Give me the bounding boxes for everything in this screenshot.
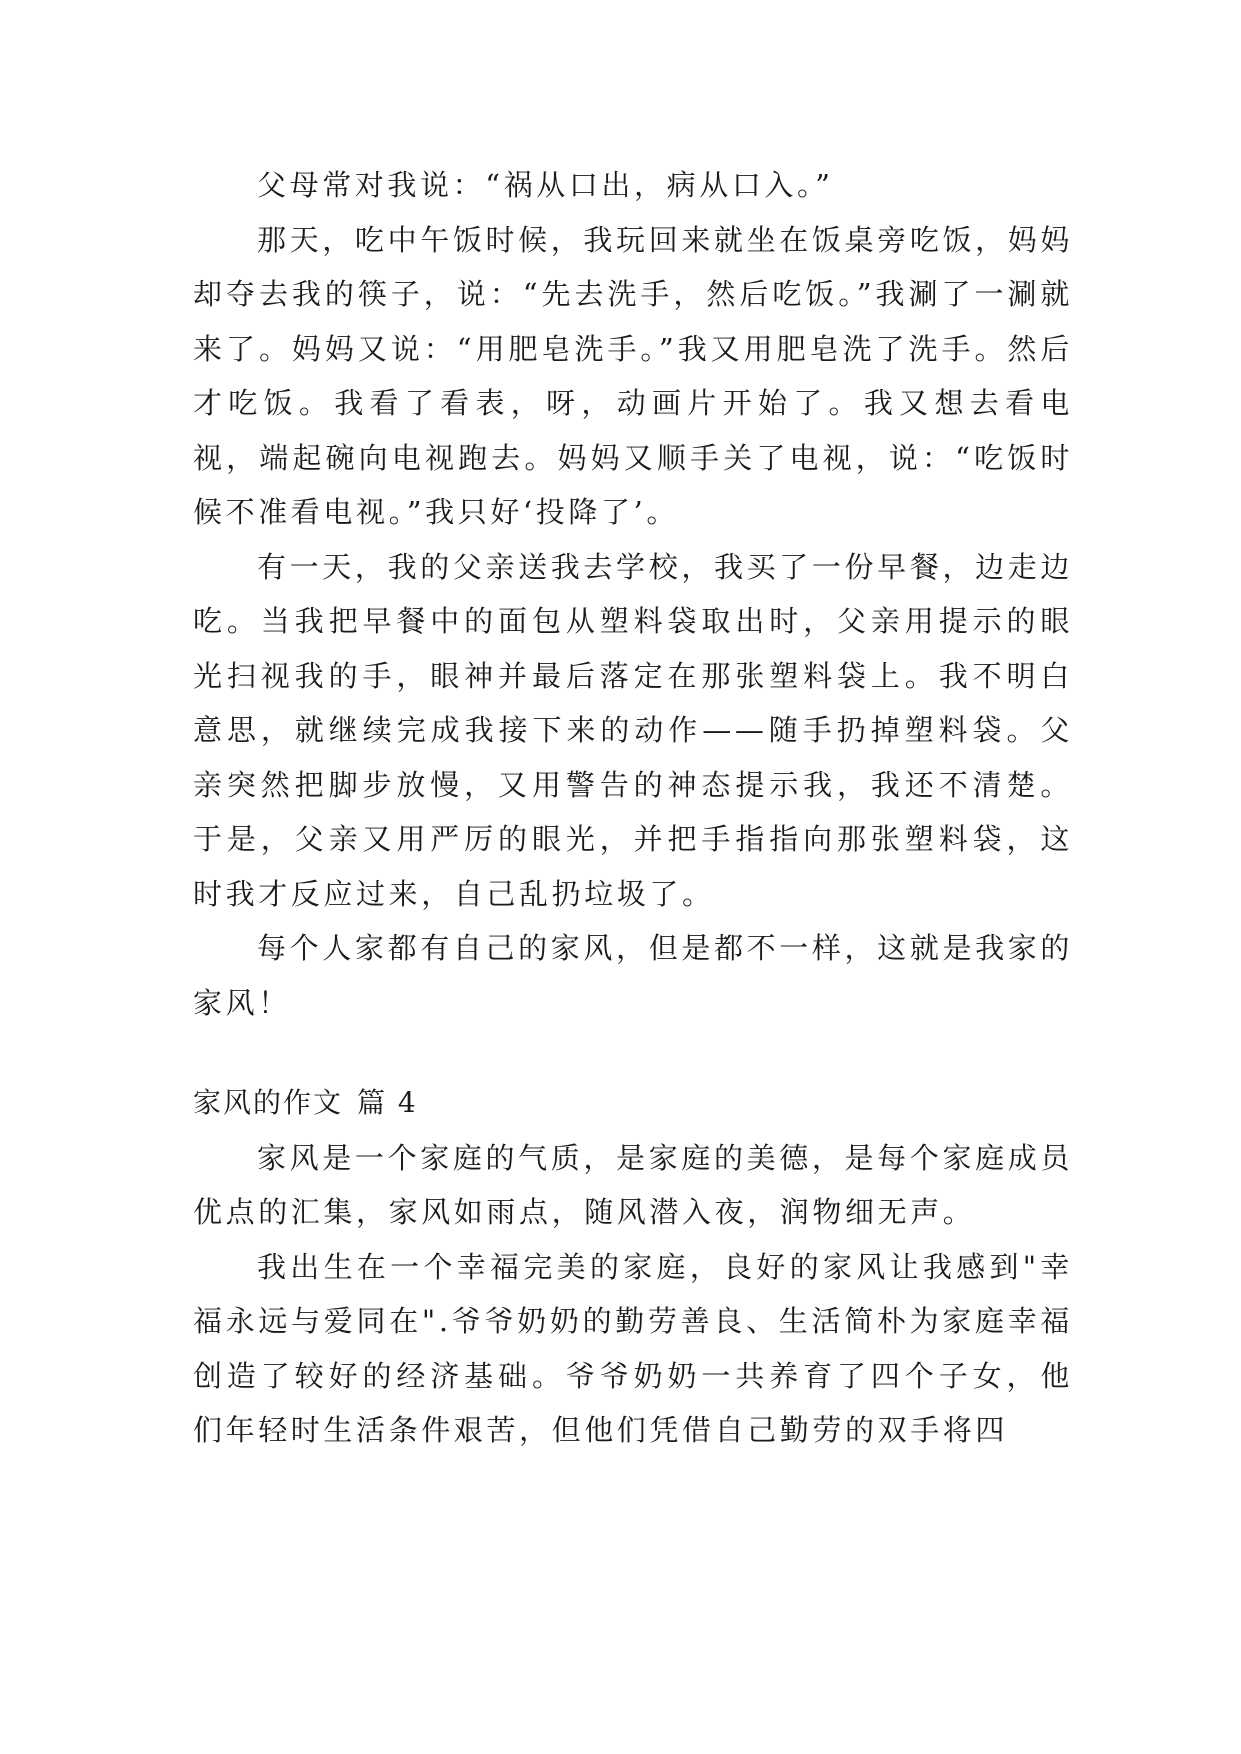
essay-heading-title: 家风的作文 xyxy=(193,1086,344,1119)
paragraph-parents-saying: 父母常对我说：“祸从口出，病从口入。” xyxy=(257,168,834,202)
essay-body xyxy=(193,158,1073,1458)
paragraph-happy-family: 我出生在一个幸福完美的家庭，良好的家风让我感到"幸福永远与爱同在".爷爷奶奶的勤劳善良、生活简朴为家庭幸福创造了较好的经济基础。爷爷奶奶一共养育了四个子女，他们年轻时生活条件艰苦，但他们凭借自己勤劳的双手将四 xyxy=(193,1249,1073,1447)
paragraph-lunch-story: 那天，吃中午饭时候，我玩回来就坐在饭桌旁吃饭，妈妈却夺去我的筷子，说：“先去洗手，然后吃饭。”我涮了一涮就来了。妈妈又说：“用肥皂洗手。”我又用肥皂洗了洗手。然后才吃饭。我看了看表，呀，动画片开始了。我又想去看电视，端起碗向电视跑去。妈妈又顺手关了电视，说：“吃饭时候不准看电视。”我只好‘投降了’。 xyxy=(193,222,1073,529)
paragraph-family-style-conclusion: 每个人家都有自己的家风，但是都不一样，这就是我家的家风！ xyxy=(193,931,1073,1020)
paragraph-family-style-definition: 家风是一个家庭的气质，是家庭的美德，是每个家庭成员优点的汇集，家风如雨点，随风潜入夜，润物细无声。 xyxy=(193,1140,1073,1229)
essay-heading-number: 篇 4 xyxy=(357,1086,418,1119)
essay-heading xyxy=(193,1076,1073,1131)
paragraph-father-story: 有一天，我的父亲送我去学校，我买了一份早餐，边走边吃。当我把早餐中的面包从塑料袋取出时，父亲用提示的眼光扫视我的手，眼神并最后落定在那张塑料袋上。我不明白意思，就继续完成我接下来的动作——随手扔掉塑料袋。父亲突然把脚步放慢，又用警告的神态提示我，我还不清楚。于是，父亲又用严厉的眼光，并把手指指向那张塑料袋，这时我才反应过来，自己乱扔垃圾了。 xyxy=(193,549,1073,911)
